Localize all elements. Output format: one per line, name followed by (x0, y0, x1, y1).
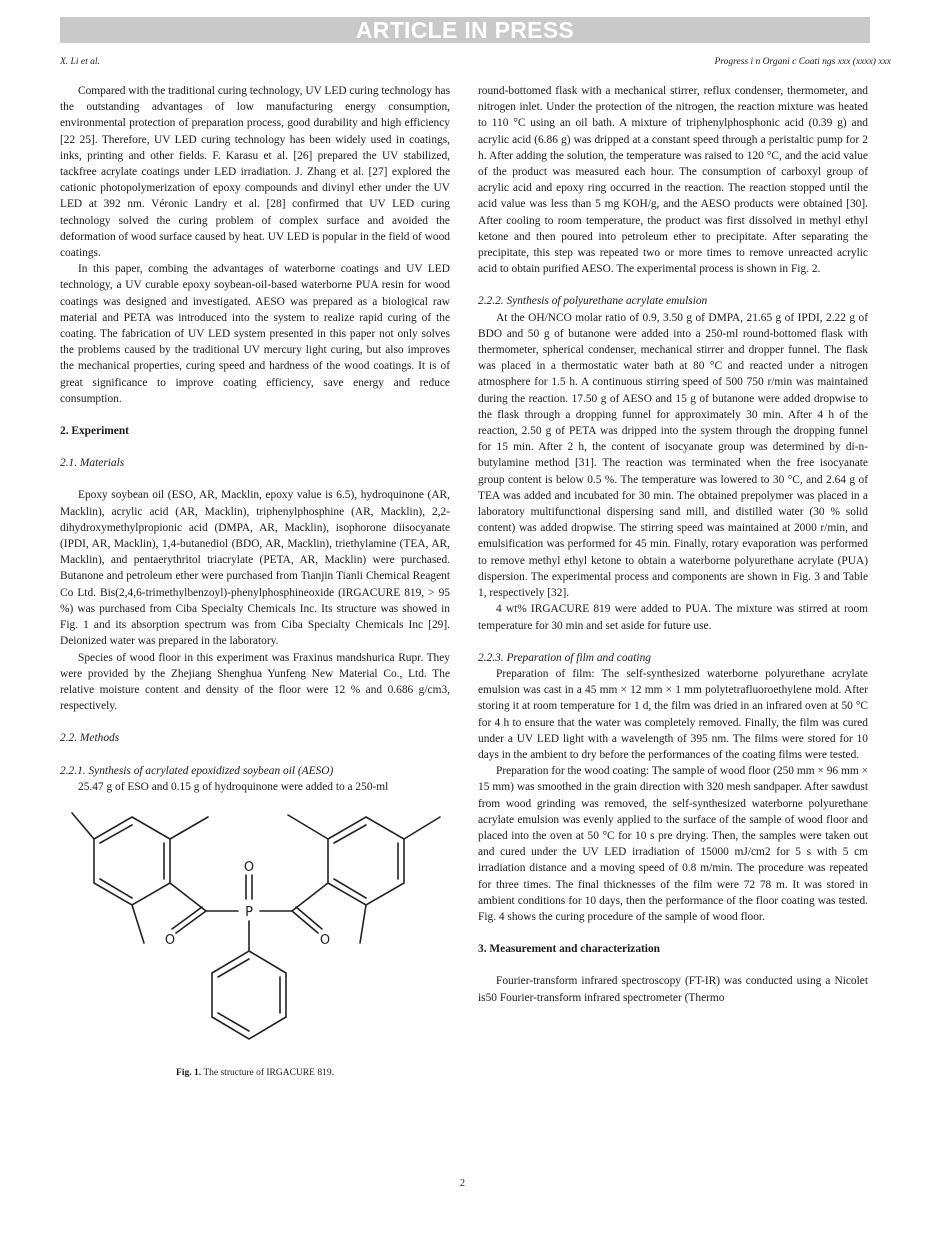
oxygen-atom-label: O (243, 859, 255, 875)
oxygen-atom-label: O (164, 932, 176, 948)
subsection-heading-aeso: 2.2.1. Synthesis of acrylated epoxidized soybean oil (AESO) (60, 764, 334, 777)
oxygen-atom-label: O (319, 932, 331, 948)
figure-1 (60, 801, 450, 1079)
paragraph: Compared with the traditional curing technology, UV LED curing technology has the outstanding advantages of low manufacturing energy consumption, environmental protection of preparation process, good durability and high efficiency [22 25]. Therefore, UV LED curing technology has been widely used in coatings, inks, printing and other fields. F. Karasu et al. [26] prepared the UV stabilized, tackfree acrylate coatings under LED irradiation. J. Zhang et al. [27] explored the cationic photopolymerization of epoxy compounds and divinyl ether under the UV LED at 392 nm. Véronic Landry et al. [28] confirmed that UV LED curing technology solved the curing problem of complex surface and avoided the deformation of wood surface caused by heat. UV LED is popular in the field of wood coatings. (60, 85, 451, 260)
running-head-authors: X. Li et al. (60, 57, 100, 67)
paragraph: 4 wt% IRGACURE 819 were added to PUA. The mixture was stirred at room temperature for 30 min and set aside for future use. (478, 603, 868, 632)
left-column (60, 83, 450, 1079)
subsection-heading-pua: 2.2.2. Synthesis of polyurethane acrylate emulsion (478, 295, 708, 308)
section-heading-measurement: 3. Measurement and characterization (478, 943, 660, 956)
page-number: 2 (460, 1178, 465, 1189)
paragraph: round-bottomed flask with a mechanical stirrer, reflux condenser, thermometer, and nitrogen inlet. Under the protection of the nitrogen, the reaction mixture was heated to 110 °C using an oil bath. A mixture of triphenylphosphonic acid (0.39 g) and acrylic acid (6.86 g) was dripped at a constant speed through a peristaltic pump for 2 h. After adding the solution, the temperature was raised to 120 °C, and the acid value of the product was measured each hour. The consumption of carboxyl group of acrylic acid and epoxy ring occurred in the reaction. The reaction stopped until the acid value was less than 5 mg KOH/g, and the AESO products were obtained [30]. After cooling to room temperature, the product was first dissolved in methyl ethyl ketone and then poured into petroleum ether to precipitate. After separating the precipitate, this step was repeated two or more times to remove unreacted acrylic acid to obtain purified AESO. The experimental process is shown in Fig. 2. (478, 85, 868, 276)
paragraph: In this paper, combing the advantages of waterborne coatings and UV LED technology, a UV curable epoxy soybean-oil-based waterborne PUA resin for wood coatings was designed and investigated. AESO was prepared as a biological raw material and PETA was introduced into the system to realize rapid curing of the coating. The fabrication of UV LED system presented in this paper not only solves the problems caused by the traditional UV mercury light curing, but also improves the mechanical properties, curing speed and hardness of the wood coatings. It is of great significance to improve coating efficiency, save energy and reduce consumption. (60, 263, 450, 405)
paragraph: Fourier-transform infrared spectroscopy (FT-IR) was conducted using a Nicolet is50 Fourier-transform infrared spectrometer (Thermo (478, 975, 868, 1004)
running-head-journal: Progress i n Organi c Coati ngs xxx (xxxx) xxx (714, 57, 891, 67)
right-column (478, 83, 868, 1006)
figure-label: Fig. 1. (176, 1067, 202, 1078)
article-in-press-banner: ARTICLE IN PRESS (60, 17, 870, 43)
irgacure-819-structure-diagram (60, 801, 450, 1059)
section-heading-experiment: 2. Experiment (60, 425, 129, 438)
paragraph: Preparation for the wood coating: The sample of wood floor (250 mm × 96 mm × 15 mm) was smoothed in the grain direction with 320 mesh sandpaper. After sawdust from wood grinding was removed, the self-synthesized waterborne polyurethane acrylate emulsion was evenly applied to the surface of the sample of wood floor and placed into the oven at 50 °C for 10 s pre drying. Then, the samples were taken out and cured under the UV LED irradiation of 15000 mJ/cm2 for 5 s with 5 cm irradiation distance and a moving speed of 0.8 m/min. The procedure was repeated for three times. The final thicknesses of the film were 72 78 m. It was stored in ambient conditions for 10 days, then the performance of the floor coating was tested. Fig. 4 shows the curing procedure of the sample of wood floor. (478, 765, 868, 923)
paragraph: Species of wood floor in this experiment was Fraxinus mandshurica Rupr. They were provided by the Zhejiang Shenghua Yunfeng New Material Co., Ltd. The relative moisture content and density of the floor were 12 % and 0.686 g/cm3, respectively. (60, 651, 450, 713)
subsection-heading-methods: 2.2. Methods (60, 732, 120, 745)
phosphorus-atom-label: P (245, 904, 253, 920)
paragraph: Preparation of film: The self-synthesized waterborne polyurethane acrylate emulsion was cast in a 45 mm × 12 mm × 1 mm polytetrafluoroethylene mold. After storing it at room temperature for 1 d, the film was dried in an infrared oven at 50 °C for 4 h to ensure that the water was completely removed. Finally, the film was cured under a UV LED light with a wavelength of 395 nm. The films were stored for 10 days in the ambient to dry before the performances of the coating films were tested. (478, 667, 868, 761)
subsection-heading-materials: 2.1. Materials (60, 457, 125, 470)
figure-caption-text: The structure of IRGACURE 819. (203, 1067, 334, 1078)
paragraph: At the OH/NCO molar ratio of 0.9, 3.50 g of DMPA, 21.65 g of IPDI, 2.22 g of BDO and 50 g of butanone were added into a 250-ml round-bottomed flask with thermometer, spherical condenser, mechanical stirrer and dropper funnel. The flask was placed in a thermostatic water bath at 80 °C and reacted under a nitrogen atmosphere for 1.5 h. A continuous stirring speed of 500 750 r/min was maintained during the reaction. 17.50 g of AESO and 15 g of butanone were added dropwise to the flask through a dropping funnel for approximately 30 min. After 4 h of the reaction, 2.50 g of PETA was dripped into the system through the dropping funnel for 15 min. After 2 h, the content of isocyanate group was determined by di-n-butylamine method [31]. The reaction was terminated when the free isocyanate group content is below 0.5 %. The temperature was lowered to 30 °C, and 2.64 g of TEA was added and incubated for 30 min. The obtained prepolymer was placed in a laboratory multifunctional dispersing sand mill, and distilled water (30 % solid content) was added dropwise. The stirring speed was maintained at 2000 r/min, and emulsification was performed for 45 min. Finally, rotary evaporation was performed to remove methyl ethyl ketone to obtain a waterborne polyurethane acrylate (PUA) dispersion. The experimental process and components are shown in Fig. 3 and Table 1, respectively [32]. (478, 311, 868, 600)
subsection-heading-film: 2.2.3. Preparation of film and coating (478, 651, 651, 664)
figure-caption (60, 1067, 450, 1079)
paragraph: Epoxy soybean oil (ESO, AR, Macklin, epoxy value is 6.5), hydroquinone (AR, Macklin), acrylic acid (AR, Macklin), triphenylphosphine (AR, Macklin), 2,2-dihydroxymethylpropionic acid (DMPA, AR, Macklin), isophorone diisocyanate (IPDI, AR, Macklin), 1,4-butanediol (BDO, AR, Macklin), triethylamine (TEA, AR, Macklin), and pentaerythritol triacrylate (PETA, AR, Macklin) were purchased. Butanone and petroleum ether were purchased from Tianjin Tianli Chemical Reagent Co Ltd. Bis(2,4,6-trimethylbenzoyl)-phenylphosphineoxide (IRGACURE 819, > 95 %) was purchased from Ciba Specialty Chemicals Inc. Its structure was showed in Fig. 1 and its absorption spectrum was from Ciba Specialty Chemicals Inc [29]. Deionized water was prepared in the laboratory. (60, 489, 450, 648)
paragraph: 25.47 g of ESO and 0.15 g of hydroquinone were added to a 250-ml (78, 780, 389, 793)
